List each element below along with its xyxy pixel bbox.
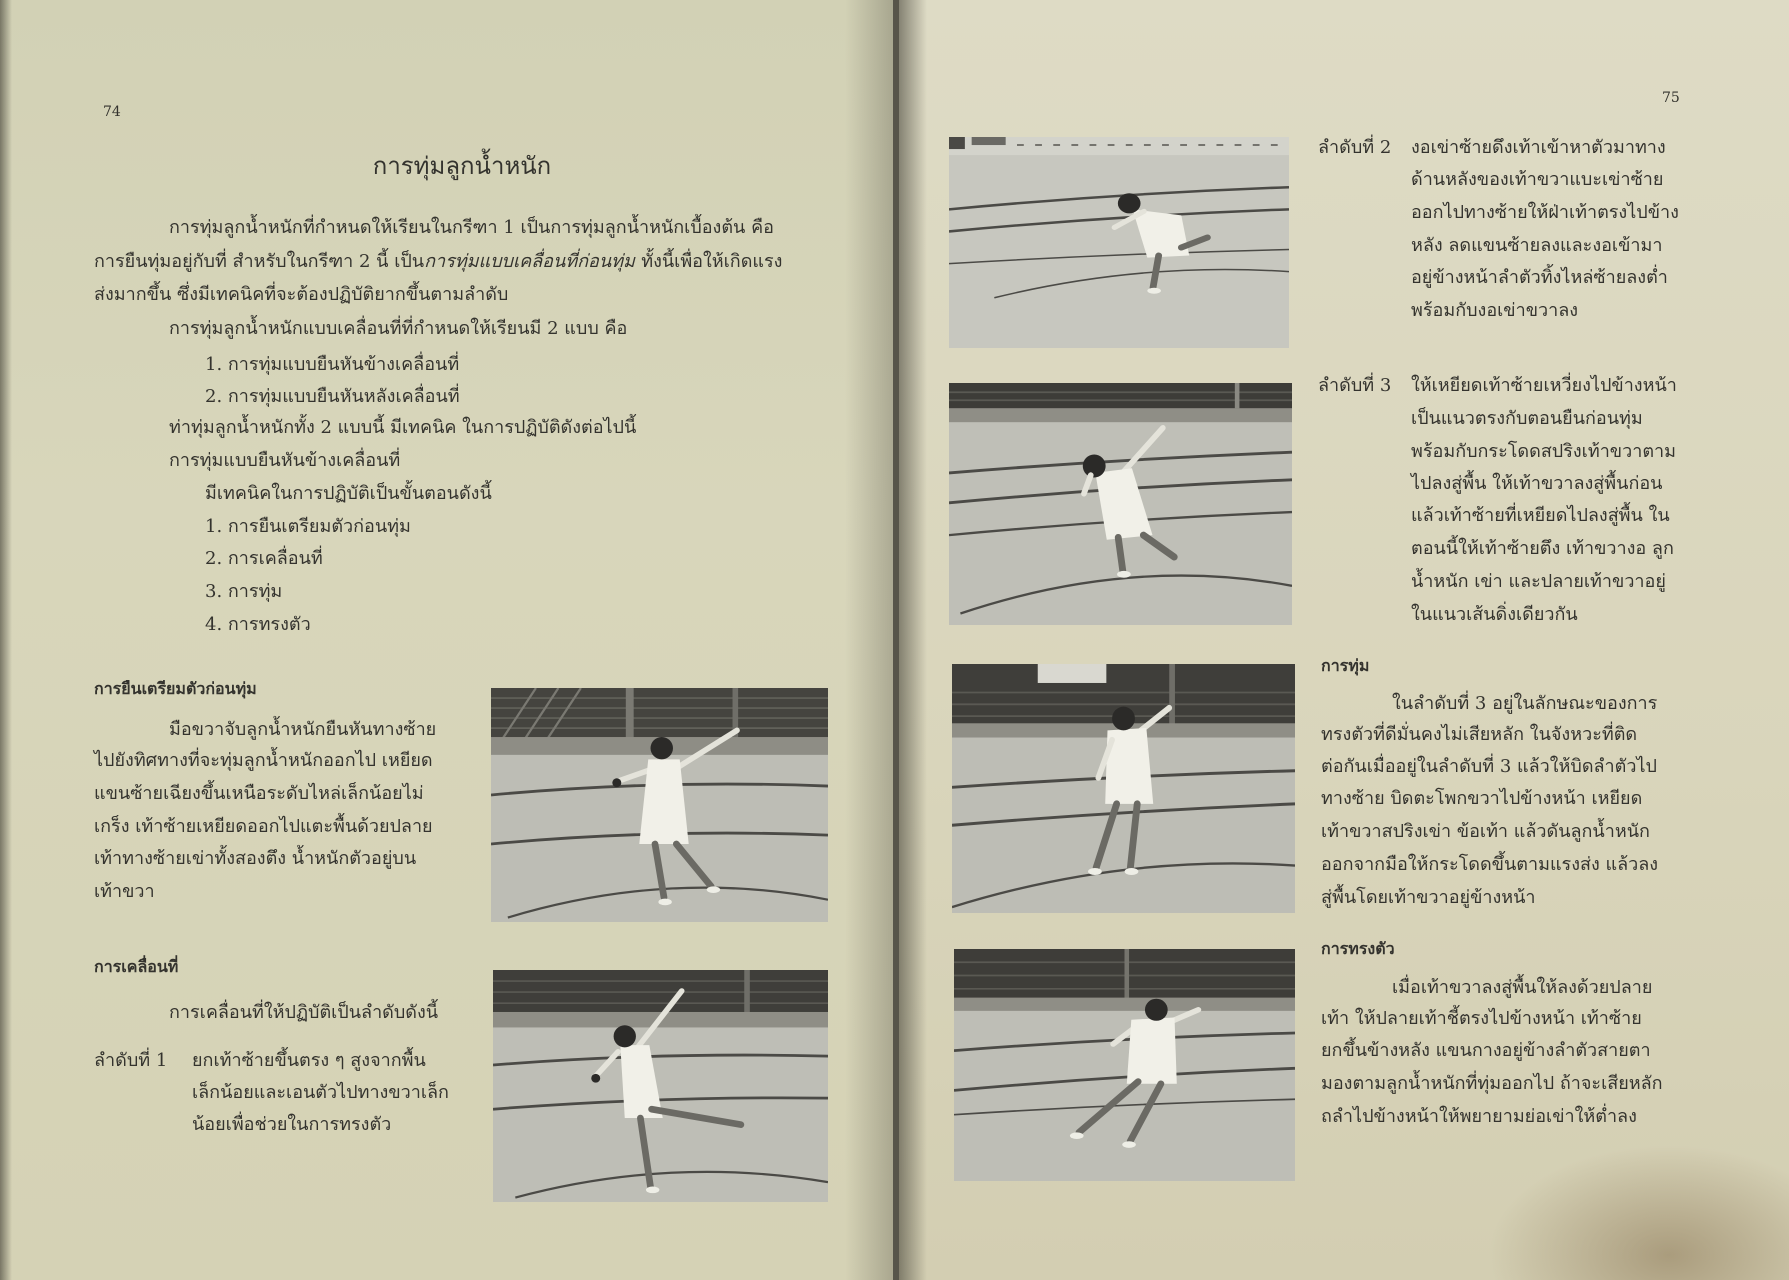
grass-strip: [949, 408, 1292, 422]
step-text-line: แล้วเท้าซ้ายที่เหยียดไปลงสู่พื้น ใน: [1411, 505, 1670, 526]
section-heading: การยืนเตรียมตัวก่อนทุ่ม: [94, 679, 257, 698]
ready-text-line: ไปยังทิศทางที่จะทุ่มลูกน้ำหนักออกไป เหยียด: [94, 750, 433, 771]
step-item: 1. การยืนเตรียมตัวก่อนทุ่ม: [205, 516, 411, 537]
ready-text-line: มือขวาจับลูกน้ำหนักยืนหันทางซ้าย: [169, 719, 437, 740]
balance-text-line: เมื่อเท้าขวาลงสู่พื้นให้ลงด้วยปลาย: [1392, 977, 1653, 998]
step-text-line: พร้อมกับงอเข่าขวาลง: [1411, 300, 1579, 321]
intro-line: [94, 250, 782, 274]
throw-text-line: ในลำดับที่ 3 อยู่ในลักษณะของการ: [1392, 693, 1658, 714]
step-text-line: น้อยเพื่อช่วยในการทรงตัว: [192, 1114, 392, 1135]
techniques-intro: ท่าทุ่มลูกน้ำหนักทั้ง 2 แบบนี้ มีเทคนิค ในการปฏิบัติดังต่อไปนี้: [169, 417, 637, 438]
throw-text-line: ทางซ้าย บิดตะโพกขวาไปข้างหน้า เหยียด: [1321, 788, 1643, 809]
balance-text-line: ยกขึ้นข้างหลัง แขนกางอยู่ข้างลำตัวสายตา: [1321, 1040, 1651, 1061]
step-text-line: ด้านหลังของเท้าขวาแบะเข่าซ้าย: [1411, 169, 1664, 190]
balance-text-line: มองตามลูกน้ำหนักที่ทุ่มออกไป ถ้าจะเสียหลัก: [1321, 1073, 1663, 1094]
movement-intro: การเคลื่อนที่ให้ปฏิบัติเป็นลำดับดังนี้: [169, 1002, 439, 1023]
steps-intro: มีเทคนิคในการปฏิบัติเป็นขั้นตอนดังนี้: [205, 483, 492, 504]
ready-text-line: แขนซ้ายเฉียงขึ้นเหนือระดับไหล่เล็กน้อยไม่: [94, 783, 424, 804]
photo-step-3: [949, 383, 1292, 625]
step-text-line: หลัง ลดแขนซ้ายลงและงอเข้ามา: [1411, 235, 1663, 256]
step-text-line: ในแนวเส้นดิ่งเดียวกัน: [1411, 604, 1578, 625]
step-label: ลำดับที่ 3: [1318, 375, 1392, 396]
stands: [949, 137, 1289, 155]
step-label: ลำดับที่ 2: [1318, 137, 1392, 158]
page-number: 74: [103, 104, 121, 120]
photo-ready-stance: [491, 688, 828, 922]
photo-step-2: [949, 137, 1289, 348]
ready-text-line: เท้าทางซ้ายเข่าทั้งสองตึง น้ำหนักตัวอยู่บน: [94, 848, 417, 869]
left-page: [0, 0, 893, 1280]
stands: [954, 949, 1295, 1000]
step-text-line: ให้เหยียดเท้าซ้ายเหวี่ยงไปข้างหน้า: [1411, 375, 1677, 396]
right-page: [899, 0, 1789, 1280]
throw-text-line: สู่พื้นโดยเท้าขวาอยู่ข้างหน้า: [1321, 887, 1536, 908]
step-item: 3. การทุ่ม: [205, 581, 283, 602]
throw-text-line: ต่อกันเมื่ออยู่ในลำดับที่ 3 แล้วให้บิดลำตัวไป: [1321, 756, 1657, 777]
step-text-line: งอเข่าซ้ายดึงเท้าเข้าหาตัวมาทาง: [1411, 137, 1666, 158]
step-text-line: ไปลงสู่พื้น ให้เท้าขวาลงสู่พื้นก่อน: [1411, 473, 1663, 494]
section-heading: การทุ่ม: [1321, 656, 1370, 675]
intro-line: การทุ่มลูกน้ำหนักที่กำหนดให้เรียนในกรีฑา 1 เป็นการทุ่มลูกน้ำหนักเบื้องต้น คือ: [169, 217, 774, 238]
section-heading: การเคลื่อนที่: [94, 957, 179, 976]
grass-strip: [954, 998, 1295, 1011]
section-heading: การทรงตัว: [1321, 939, 1395, 958]
throw-text-line: ออกจากมือให้กระโดดขึ้นตามแรงส่ง แล้วลง: [1321, 854, 1659, 875]
intro-text: การยืนทุ่มอยู่กับที่ สำหรับในกรีฑา 2 นี้ เป็น: [94, 251, 425, 272]
photo-throw: [952, 664, 1295, 913]
ready-text-line: เกร็ง เท้าซ้ายเหยียดออกไปแตะพื้นด้วยปลาย: [94, 816, 433, 837]
throw-text-line: ทรงตัวที่ดีมั่นคงไม่เสียหลัก ในจังหวะที่ติด: [1321, 724, 1638, 745]
side-style-title: การทุ่มแบบยืนหันข้างเคลื่อนที่: [169, 450, 401, 471]
intro-line: ส่งมากขึ้น ซึ่งมีเทคนิคที่จะต้องปฏิบัติยากขึ้นตามลำดับ: [94, 284, 509, 305]
step-text-line: น้ำหนัก เข่า และปลายเท้าขวาอยู่: [1411, 571, 1666, 592]
step-text-line: อยู่ข้างหน้าลำตัวทิ้งไหล่ซ้ายลงต่ำ: [1411, 267, 1668, 288]
step-text-line: เป็นแนวตรงกับตอนยืนก่อนทุ่ม: [1411, 408, 1643, 429]
balance-text-line: เท้า ให้ปลายเท้าชี้ตรงไปข้างหน้า เท้าซ้าย: [1321, 1008, 1642, 1029]
step-item: 2. การเคลื่อนที่: [205, 548, 323, 569]
style-item: 2. การทุ่มแบบยืนหันหลังเคลื่อนที่: [205, 386, 460, 407]
styles-intro: การทุ่มลูกน้ำหนักแบบเคลื่อนที่ที่กำหนดให้เรียนมี 2 แบบ คือ: [169, 318, 628, 339]
stands: [493, 970, 828, 1014]
photo-step-1: [493, 970, 828, 1202]
step-text-line: ออกไปทางซ้ายให้ฝ่าเท้าตรงไปข้าง: [1411, 202, 1679, 223]
intro-text: ทั้งนี้เพื่อให้เกิดแรง: [641, 251, 783, 272]
step-label: ลำดับที่ 1: [94, 1050, 168, 1071]
photo-balance: [954, 949, 1295, 1181]
step-item: 4. การทรงตัว: [205, 614, 311, 635]
italic-term: การทุ่มแบบเคลื่อนที่ก่อนทุ่ม: [424, 251, 635, 272]
page-number: 75: [1662, 90, 1680, 106]
step-text-line: ตอนนี้ให้เท้าซ้ายตึง เท้าขวางอ ลูก: [1411, 538, 1674, 559]
balance-text-line: ถลำไปข้างหน้าให้พยายามย่อเข่าให้ต่ำลง: [1321, 1106, 1637, 1127]
chapter-title: การทุ่มลูกน้ำหนัก: [372, 152, 552, 180]
step-text-line: เล็กน้อยและเอนตัวไปทางขวาเล็ก: [192, 1082, 449, 1103]
ready-text-line: เท้าขวา: [94, 881, 155, 902]
stands: [491, 688, 828, 739]
step-text-line: ยกเท้าซ้ายขึ้นตรง ๆ สูงจากพื้น: [192, 1050, 426, 1071]
throw-text-line: เท้าขวาสปริงเข่า ข้อเท้า แล้วดันลูกน้ำหนัก: [1321, 821, 1650, 842]
step-text-line: พร้อมกับกระโดดสปริงเท้าขวาตาม: [1411, 441, 1676, 462]
stands: [949, 383, 1292, 408]
style-item: 1. การทุ่มแบบยืนหันข้างเคลื่อนที่: [205, 354, 460, 375]
